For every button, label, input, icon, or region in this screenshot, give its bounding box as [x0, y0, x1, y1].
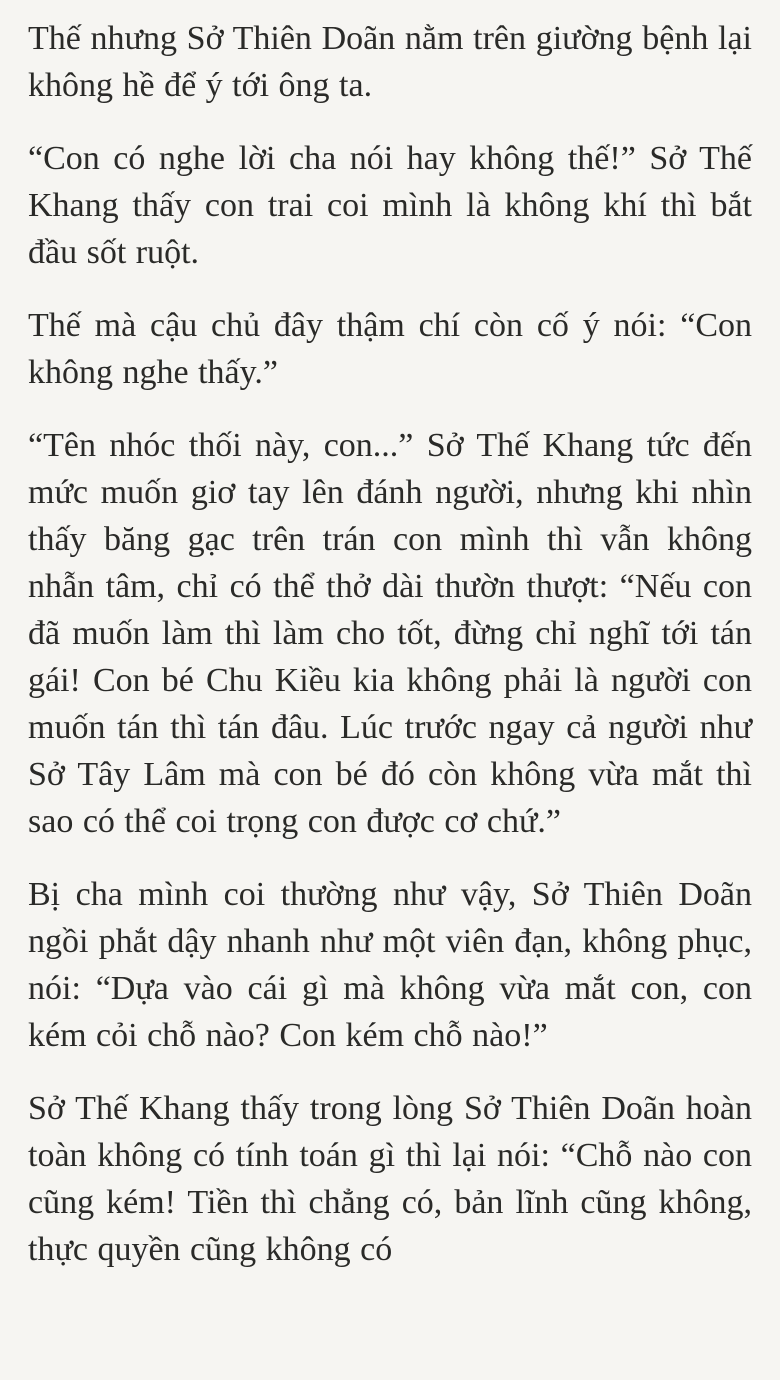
novel-paragraph: Thế nhưng Sở Thiên Doãn nằm trên giường bệnh lại không hề để ý tới ông ta.	[28, 20, 752, 104]
novel-paragraph: “Tên nhóc thối này, con...” Sở Thế Khang tức đến mức muốn giơ tay lên đánh người, nhưng khi nhìn thấy băng gạc trên trán con mình thì vẫn không nhẫn tâm, chỉ có thể thở dài thườn thượt: “Nếu con đã muốn làm thì làm cho tốt, đừng chỉ nghĩ tới tán gái! Con bé Chu Kiều kia không phải là người con muốn tán thì tán đâu. Lúc trước ngay cả người như Sở Tây Lâm mà con bé đó còn không vừa mắt thì sao có thể coi trọng con được cơ chứ.”	[28, 427, 752, 840]
novel-paragraph: Bị cha mình coi thường như vậy, Sở Thiên Doãn ngồi phắt dậy nhanh như một viên đạn, không phục, nói: “Dựa vào cái gì mà không vừa mắt con, con kém cỏi chỗ nào? Con kém chỗ nào!”	[28, 876, 752, 1054]
novel-paragraph: Thế mà cậu chủ đây thậm chí còn cố ý nói: “Con không nghe thấy.”	[28, 307, 752, 391]
novel-paragraph: “Con có nghe lời cha nói hay không thế!” Sở Thế Khang thấy con trai coi mình là không khí thì bắt đầu sốt ruột.	[28, 140, 752, 271]
novel-paragraph: Sở Thế Khang thấy trong lòng Sở Thiên Doãn hoàn toàn không có tính toán gì thì lại nói: “Chỗ nào con cũng kém! Tiền thì chẳng có, bản lĩnh cũng không, thực quyền cũng không có	[28, 1090, 752, 1268]
